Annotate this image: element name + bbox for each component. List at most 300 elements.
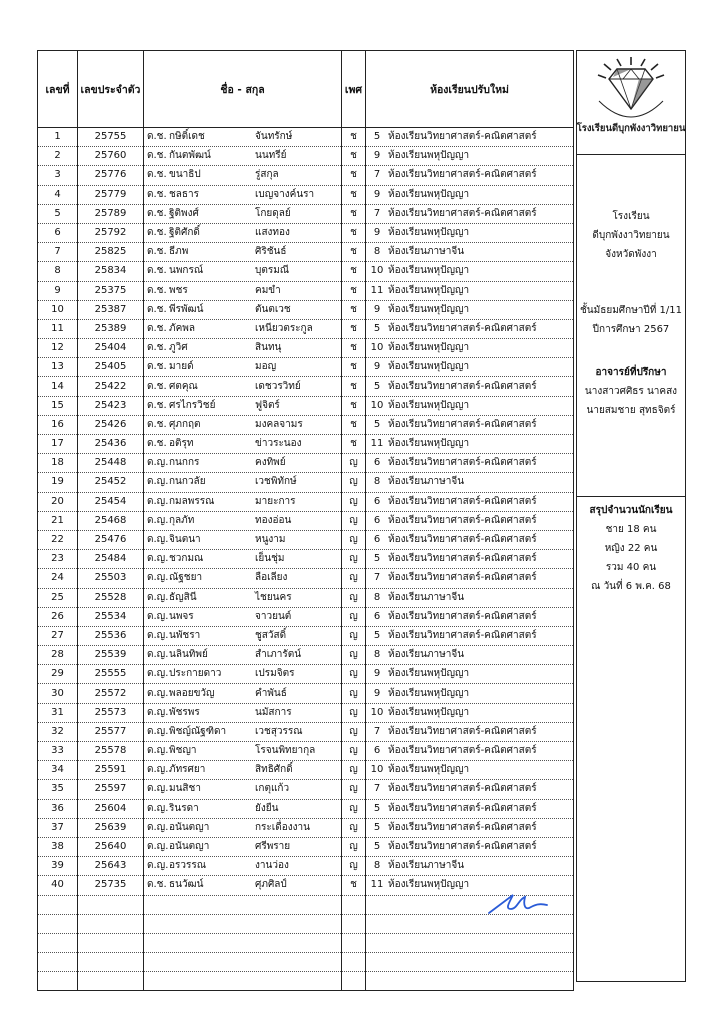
room-number: 11 (370, 879, 384, 891)
cell-room (366, 646, 574, 665)
advisor-1: นางสาวศศิธร นาคสง (584, 386, 678, 397)
name-prefix: ด.ญ. (147, 841, 169, 853)
room-number: 6 (373, 534, 381, 546)
cell-name (144, 818, 342, 837)
cell-gender: ญ (342, 780, 366, 799)
room-name: ห้องเรียนวิทยาศาสตร์-คณิตศาสตร์ (388, 802, 537, 814)
cell-room (366, 147, 574, 166)
cell-room (366, 761, 574, 780)
last-name: คำพันธ์ (255, 687, 287, 699)
cell-room (366, 857, 574, 876)
cell-name (144, 722, 342, 741)
last-name: เดชวรวิทย์ (255, 380, 301, 392)
cell-id: 25534 (78, 607, 144, 626)
table-row (38, 569, 574, 588)
empty-row (38, 933, 574, 952)
room-number: 7 (373, 725, 381, 737)
table-row (38, 204, 574, 223)
last-name: ลือเลียง (255, 572, 288, 584)
last-name: ศิริชันธ์ (255, 246, 287, 258)
empty-cell (38, 895, 78, 914)
last-name: คมขำ (255, 284, 281, 296)
last-name: เบญจางค์นรา (255, 188, 315, 200)
cell-gender: ช (342, 185, 366, 204)
last-name: สิทธิศักดิ์ (255, 764, 293, 776)
cell-id: 25422 (78, 377, 144, 396)
room-name: ห้องเรียนวิทยาศาสตร์-คณิตศาสตร์ (388, 418, 537, 430)
cell-room (366, 185, 574, 204)
cell-name (144, 435, 342, 454)
header-gender: เพศ (342, 51, 366, 128)
cell-name (144, 492, 342, 511)
room-number: 6 (373, 495, 381, 507)
name-prefix: ด.ช. (147, 265, 167, 277)
cell-room (366, 588, 574, 607)
cell-id: 25436 (78, 435, 144, 454)
section-divider (577, 496, 685, 497)
name-prefix: ด.ช. (147, 399, 167, 411)
cell-num: 1 (38, 128, 78, 147)
cell-id: 25468 (78, 511, 144, 530)
cell-num: 28 (38, 646, 78, 665)
empty-cell (144, 895, 342, 914)
empty-cell (342, 914, 366, 933)
cell-name (144, 780, 342, 799)
table-row (38, 243, 574, 262)
room-number: 9 (373, 668, 381, 680)
cell-room (366, 435, 574, 454)
room-number: 11 (370, 438, 384, 450)
last-name: มอญ (255, 361, 277, 373)
school-line-2: ดีบุกพังงาวิทยายน (592, 230, 670, 241)
last-name: สินทนุ (255, 342, 282, 354)
cell-id: 25555 (78, 665, 144, 684)
room-number: 5 (373, 821, 381, 833)
table-row (38, 128, 574, 147)
room-name: ห้องเรียนวิทยาศาสตร์-คณิตศาสตร์ (388, 572, 537, 584)
cell-room (366, 281, 574, 300)
room-name: ห้องเรียนวิทยาศาสตร์-คณิตศาสตร์ (388, 725, 537, 737)
cell-id: 25528 (78, 588, 144, 607)
advisor-2: นายสมชาย สุทธจิตร์ (586, 405, 676, 416)
cell-name (144, 415, 342, 434)
last-name: ศุภศิลป์ (255, 879, 287, 891)
header-room: ห้องเรียนปรับใหม่ (366, 51, 574, 128)
table-row (38, 550, 574, 569)
room-name: ห้องเรียนวิทยาศาสตร์-คณิตศาสตร์ (388, 169, 537, 181)
cell-num: 9 (38, 281, 78, 300)
empty-cell (366, 953, 574, 972)
cell-name (144, 876, 342, 895)
cell-num: 19 (38, 473, 78, 492)
last-name: มงคลจามร (255, 418, 303, 430)
cell-gender: ญ (342, 818, 366, 837)
last-name: รู่สกุล (255, 169, 279, 181)
name-prefix: ด.ช. (147, 207, 167, 219)
cell-gender: ญ (342, 684, 366, 703)
empty-cell (342, 933, 366, 952)
table-row (38, 530, 574, 549)
name-prefix: ด.ญ. (147, 668, 169, 680)
table-row (38, 454, 574, 473)
room-name: ห้องเรียนพหุปัญญา (388, 150, 470, 162)
last-name: แสงทอง (255, 227, 290, 239)
cell-num: 36 (38, 799, 78, 818)
cell-id: 25389 (78, 319, 144, 338)
name-prefix: ด.ช. (147, 188, 167, 200)
first-name: ภัคพล (169, 322, 196, 334)
last-name: โรจนพิทยากุล (255, 745, 316, 757)
room-number: 10 (370, 764, 384, 776)
cell-id: 25640 (78, 837, 144, 856)
table-row (38, 185, 574, 204)
cell-num: 16 (38, 415, 78, 434)
cell-room (366, 204, 574, 223)
room-number: 5 (373, 841, 381, 853)
cell-num: 11 (38, 319, 78, 338)
room-number: 7 (373, 207, 381, 219)
name-prefix: ด.ญ. (147, 553, 169, 565)
room-number: 8 (373, 246, 381, 258)
cell-id: 25452 (78, 473, 144, 492)
cell-id: 25573 (78, 703, 144, 722)
cell-id: 25423 (78, 396, 144, 415)
last-name: เปรมจิตร (255, 668, 295, 680)
name-prefix: ด.ช. (147, 879, 167, 891)
first-name: ชวกมณ (169, 553, 204, 565)
name-prefix: ด.ช. (147, 131, 167, 143)
cell-room (366, 626, 574, 645)
first-name: ภัทรศยา (169, 764, 206, 776)
table-row (38, 435, 574, 454)
first-name: ศุภกฤต (169, 418, 201, 430)
cell-num: 7 (38, 243, 78, 262)
cell-room (366, 319, 574, 338)
last-name: นนทรีย์ (255, 150, 287, 162)
name-prefix: ด.ช. (147, 418, 167, 430)
name-prefix: ด.ช. (147, 150, 167, 162)
first-name: นพกรณ์ (169, 265, 204, 277)
table-row (38, 511, 574, 530)
cell-num: 5 (38, 204, 78, 223)
cell-room (366, 569, 574, 588)
last-name: หนูงาม (255, 534, 286, 546)
first-name: มนสิชา (169, 783, 201, 795)
cell-num: 34 (38, 761, 78, 780)
last-name: มายะการ (255, 495, 296, 507)
room-number: 10 (370, 706, 384, 718)
cell-gender: ช (342, 435, 366, 454)
class-level: ชั้นมัธยมศึกษาปีที่ 1/11 (580, 305, 682, 316)
room-number: 9 (373, 303, 381, 315)
cell-room (366, 300, 574, 319)
room-number: 9 (373, 150, 381, 162)
cell-gender: ช (342, 377, 366, 396)
cell-num: 40 (38, 876, 78, 895)
cell-gender: ญ (342, 492, 366, 511)
room-name: ห้องเรียนพหุปัญญา (388, 879, 470, 891)
cell-num: 35 (38, 780, 78, 799)
table-row (38, 377, 574, 396)
room-name: ห้องเรียนพหุปัญญา (388, 687, 470, 699)
last-name: โกยดุลย์ (255, 207, 291, 219)
cell-num: 10 (38, 300, 78, 319)
name-prefix: ด.ญ. (147, 706, 169, 718)
cell-num: 33 (38, 742, 78, 761)
cell-id: 25536 (78, 626, 144, 645)
room-number: 5 (373, 380, 381, 392)
first-name: ณัฐชยา (169, 572, 203, 584)
room-name: ห้องเรียนพหุปัญญา (388, 706, 470, 718)
table-row (38, 339, 574, 358)
cell-gender: ช (342, 204, 366, 223)
empty-cell (144, 953, 342, 972)
room-name: ห้องเรียนวิทยาศาสตร์-คณิตศาสตร์ (388, 821, 537, 833)
cell-name (144, 588, 342, 607)
header-name: ชื่อ - สกุล (144, 51, 342, 128)
first-name: ศรไกรวิชย์ (169, 399, 216, 411)
name-prefix: ด.ช. (147, 380, 167, 392)
cell-name (144, 262, 342, 281)
cell-gender: ญ (342, 665, 366, 684)
cell-name (144, 607, 342, 626)
last-name: คงทิพย์ (255, 457, 286, 469)
summary-total: รวม 40 คน (605, 562, 657, 573)
cell-id: 25484 (78, 550, 144, 569)
cell-id: 25760 (78, 147, 144, 166)
first-name: ธีภพ (169, 246, 189, 258)
cell-gender: ญ (342, 857, 366, 876)
first-name: อติรุท (169, 438, 194, 450)
name-prefix: ด.ญ. (147, 457, 169, 469)
cell-room (366, 837, 574, 856)
cell-id: 25539 (78, 646, 144, 665)
first-name: ขนาธิป (169, 169, 201, 181)
cell-id: 25834 (78, 262, 144, 281)
room-name: ห้องเรียนพหุปัญญา (388, 188, 470, 200)
first-name: อนันตญา (169, 821, 210, 833)
first-name: อนันตญา (169, 841, 210, 853)
cell-name (144, 281, 342, 300)
empty-cell (38, 914, 78, 933)
last-name: ฟูจิตร์ (255, 399, 280, 411)
room-name: ห้องเรียนพหุปัญญา (388, 303, 470, 315)
cell-gender: ช (342, 281, 366, 300)
last-name: จันทรักษ์ (255, 131, 293, 143)
room-number: 5 (373, 418, 381, 430)
first-name: พัชรพร (169, 706, 200, 718)
advisor-title: อาจารย์ที่ปรึกษา (595, 367, 667, 378)
room-name: ห้องเรียนวิทยาศาสตร์-คณิตศาสตร์ (388, 380, 537, 392)
side-panel (576, 50, 686, 982)
name-prefix: ด.ญ. (147, 745, 169, 757)
cell-name (144, 569, 342, 588)
empty-cell (366, 972, 574, 991)
cell-id: 25779 (78, 185, 144, 204)
first-name: นพจร (169, 610, 194, 622)
header-id: เลขประจำตัว (78, 51, 144, 128)
cell-room (366, 492, 574, 511)
room-name: ห้องเรียนภาษาจีน (388, 591, 465, 603)
room-name: ห้องเรียนวิทยาศาสตร์-คณิตศาสตร์ (388, 457, 537, 469)
empty-row (38, 953, 574, 972)
name-prefix: ด.ช. (147, 342, 167, 354)
room-number: 11 (370, 284, 384, 296)
room-name: ห้องเรียนพหุปัญญา (388, 668, 470, 680)
cell-name (144, 128, 342, 147)
room-name: ห้องเรียนวิทยาศาสตร์-คณิตศาสตร์ (388, 745, 537, 757)
name-prefix: ด.ญ. (147, 514, 169, 526)
cell-room (366, 262, 574, 281)
first-name: กมลพรรณ (169, 495, 215, 507)
cell-num: 31 (38, 703, 78, 722)
cell-id: 25454 (78, 492, 144, 511)
cell-name (144, 473, 342, 492)
room-number: 7 (373, 169, 381, 181)
cell-gender: ญ (342, 511, 366, 530)
room-number: 10 (370, 399, 384, 411)
room-number: 8 (373, 591, 381, 603)
cell-room (366, 550, 574, 569)
cell-id: 25577 (78, 722, 144, 741)
cell-name (144, 799, 342, 818)
cell-gender: ญ (342, 799, 366, 818)
cell-room (366, 377, 574, 396)
cell-id: 25597 (78, 780, 144, 799)
cell-num: 13 (38, 358, 78, 377)
school-logo (577, 51, 685, 155)
cell-gender: ญ (342, 588, 366, 607)
cell-id: 25387 (78, 300, 144, 319)
cell-num: 17 (38, 435, 78, 454)
name-prefix: ด.ช. (147, 438, 167, 450)
cell-gender: ช (342, 319, 366, 338)
first-name: ชลธาร (169, 188, 200, 200)
first-name: ฐิติศักดิ์ (169, 227, 200, 239)
summary-title: สรุปจำนวนนักเรียน (589, 505, 673, 516)
cell-num: 6 (38, 223, 78, 242)
cell-gender: ช (342, 262, 366, 281)
cell-gender: ญ (342, 626, 366, 645)
room-name: ห้องเรียนวิทยาศาสตร์-คณิตศาสตร์ (388, 131, 537, 143)
cell-num: 32 (38, 722, 78, 741)
cell-gender: ญ (342, 607, 366, 626)
first-name: อรวรรณ (169, 860, 207, 872)
cell-num: 18 (38, 454, 78, 473)
cell-gender: ช (342, 415, 366, 434)
first-name: พิชญา (169, 745, 197, 757)
room-name: ห้องเรียนพหุปัญญา (388, 399, 470, 411)
first-name: พชร (169, 284, 188, 296)
table-row (38, 780, 574, 799)
cell-name (144, 223, 342, 242)
room-number: 6 (373, 457, 381, 469)
cell-id: 25792 (78, 223, 144, 242)
cell-name (144, 166, 342, 185)
room-number: 5 (373, 629, 381, 641)
first-name: นพัชรา (169, 629, 201, 641)
cell-gender: ช (342, 147, 366, 166)
cell-room (366, 339, 574, 358)
cell-num: 29 (38, 665, 78, 684)
last-name: เวชสุวรรณ (255, 725, 303, 737)
room-name: ห้องเรียนพหุปัญญา (388, 265, 470, 277)
cell-id: 25476 (78, 530, 144, 549)
table-row (38, 626, 574, 645)
cell-gender: ช (342, 396, 366, 415)
first-name: พีรพัฒน์ (169, 303, 204, 315)
table-row (38, 473, 574, 492)
room-number: 10 (370, 342, 384, 354)
first-name: ธนวัฒน์ (169, 879, 204, 891)
cell-num: 23 (38, 550, 78, 569)
cell-name (144, 626, 342, 645)
room-number: 7 (373, 572, 381, 584)
cell-num: 37 (38, 818, 78, 837)
cell-num: 38 (38, 837, 78, 856)
room-name: ห้องเรียนวิทยาศาสตร์-คณิตศาสตร์ (388, 495, 537, 507)
cell-room (366, 780, 574, 799)
name-prefix: ด.ช. (147, 303, 167, 315)
empty-cell (366, 933, 574, 952)
first-name: กนกกร (169, 457, 200, 469)
name-prefix: ด.ญ. (147, 687, 169, 699)
name-prefix: ด.ช. (147, 246, 167, 258)
cell-id: 25639 (78, 818, 144, 837)
cell-name (144, 857, 342, 876)
student-table (37, 50, 574, 991)
room-name: ห้องเรียนพหุปัญญา (388, 342, 470, 354)
cell-room (366, 358, 574, 377)
cell-gender: ช (342, 243, 366, 262)
cell-id: 25604 (78, 799, 144, 818)
cell-id: 25591 (78, 761, 144, 780)
cell-name (144, 511, 342, 530)
name-prefix: ด.ช. (147, 322, 167, 334)
first-name: จินตนา (169, 534, 201, 546)
room-number: 8 (373, 649, 381, 661)
cell-gender: ช (342, 166, 366, 185)
room-number: 5 (373, 322, 381, 334)
empty-cell (78, 895, 144, 914)
cell-room (366, 684, 574, 703)
cell-gender: ญ (342, 454, 366, 473)
name-prefix: ด.ญ. (147, 821, 169, 833)
cell-name (144, 339, 342, 358)
cell-room (366, 243, 574, 262)
table-header (38, 51, 574, 128)
room-number: 5 (373, 553, 381, 565)
cell-num: 39 (38, 857, 78, 876)
cell-gender: ญ (342, 550, 366, 569)
summary-section (577, 501, 685, 596)
first-name: ประกายดาว (169, 668, 222, 680)
cell-id: 25789 (78, 204, 144, 223)
room-name: ห้องเรียนพหุปัญญา (388, 764, 470, 776)
cell-id: 25404 (78, 339, 144, 358)
table-row (38, 857, 574, 876)
school-line-1: โรงเรียน (612, 211, 650, 222)
room-name: ห้องเรียนภาษาจีน (388, 476, 465, 488)
cell-name (144, 185, 342, 204)
table-row (38, 588, 574, 607)
empty-cell (78, 933, 144, 952)
cell-num: 20 (38, 492, 78, 511)
cell-room (366, 223, 574, 242)
room-number: 8 (373, 476, 381, 488)
name-prefix: ด.ญ. (147, 572, 169, 584)
room-number: 10 (370, 265, 384, 277)
